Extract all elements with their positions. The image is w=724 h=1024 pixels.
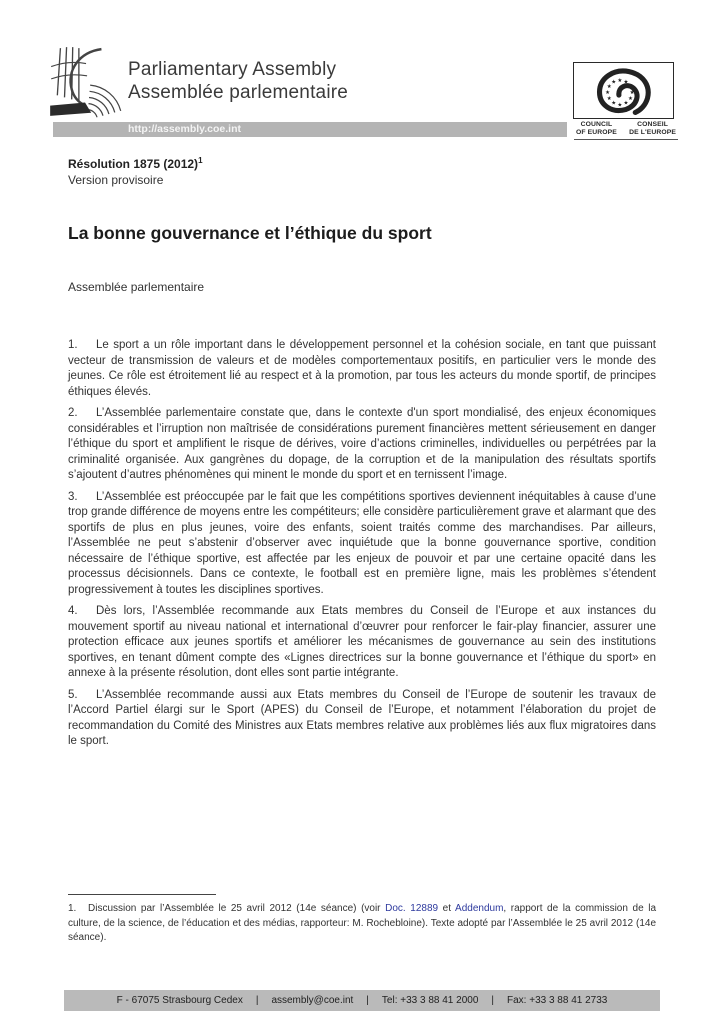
- paragraph-number: 5.: [68, 688, 78, 701]
- paragraph-text: Dès lors, l’Assemblée recommande aux Etats membres du Conseil de l’Europe et aux instances du mouvement sportif au niveau national et international d’œuvrer pour renforcer le fair-play financier, assurer une protection efficace aux jeunes sportifs et améliorer les mécanismes de gouvernance au sein des institutions sportives, en tenant dûment compte des «Lignes directrices sur la bonne gouvernance et l’éthique du sport» en annexe à la présente résolution, dont elles sont partie intégrante.: [68, 605, 656, 679]
- paragraph-1: [68, 338, 656, 400]
- footer-separator: |: [366, 995, 369, 1006]
- resolution-number: Résolution 1875 $(2012)^1$: [68, 156, 203, 171]
- svg-text:★: ★: [606, 96, 612, 103]
- footnote-reference: 1: [198, 156, 203, 165]
- svg-text:★: ★: [623, 100, 629, 107]
- assembly-url-link[interactable]: http://assembly.coe.int: [128, 123, 241, 135]
- assembly-url-bar: [53, 122, 567, 137]
- footnote-text: [68, 902, 656, 946]
- footnote-segment: , rapport de la commission de la culture, de la science, de l’éducation et des médias, rapporteur: M. Rochebloine). Texte adopté par l’Assemblée le 25 avril 2012 (14e séance).: [68, 903, 657, 944]
- svg-text:★: ★: [617, 77, 623, 84]
- footnote-number: 1.: [68, 903, 77, 914]
- footer-fax: Fax: +33 3 88 41 2733: [507, 995, 608, 1006]
- paragraph-4: [68, 604, 656, 682]
- document-title: La bonne gouvernance et l’éthique du sport: [68, 223, 432, 243]
- council-of-europe-label-en: COUNCIL OF EUROPE: [576, 121, 617, 136]
- footnote-segment: Discussion par l’Assemblée le 25 avril 2012 (14e séance) (voir: [88, 903, 386, 914]
- paragraph-number: 2.: [68, 407, 78, 419]
- paragraph-text: L’Assemblée parlementaire constate que, dans le contexte d'un sport mondialisé, des enjeux économiques considérables et l’irruption non maîtrisée de considérations purement financières mettent sérieusement en danger l’éthique du sport et amplifient le risque de dérives, voire d’actions criminelles, individuelles ou perpétrées par la criminalité organisée. Aux gangrènes du dopage, de la corruption et de la manipulation des résultats sportifs s’ajoutent d’autres phénomènes qui minent le monde du sport et en ternissent l’image.: [68, 407, 656, 481]
- council-of-europe-labels: [576, 121, 676, 137]
- org-name-french: Assemblée parlementaire: [128, 82, 349, 103]
- paragraph-number: 4.: [68, 605, 78, 617]
- footnote-segment: et: [438, 903, 456, 914]
- coe-label-underline: [574, 139, 678, 140]
- version-label: Version provisoire: [68, 173, 164, 187]
- council-of-europe-logo-icon: [573, 62, 674, 119]
- council-of-europe-label-fr: CONSEIL DE L'EUROPE: [629, 121, 676, 136]
- document-subtitle: Assemblée parlementaire: [68, 280, 205, 294]
- footer-separator: |: [255, 995, 259, 1006]
- paragraph-list: [68, 338, 656, 750]
- document-content: [68, 156, 656, 756]
- svg-text:★: ★: [628, 96, 634, 103]
- footer-email: assembly@coe.int: [271, 995, 354, 1006]
- svg-text:★: ★: [617, 102, 623, 109]
- assembly-hemicycle-logo-icon: [44, 44, 124, 122]
- svg-text:★: ★: [623, 79, 629, 86]
- paragraph-number: 3.: [68, 490, 78, 503]
- svg-text:★: ★: [605, 90, 611, 97]
- doc-12889-link[interactable]: Doc. 12889: [385, 903, 439, 914]
- svg-text:★: ★: [606, 83, 612, 90]
- org-name-english: Parliamentary Assembly: [128, 59, 337, 80]
- paragraph-number: 1.: [68, 339, 78, 351]
- footer-address: F - 67075 Strasbourg Cedex: [116, 995, 243, 1006]
- paragraph-text: L’Assemblée recommande aussi aux Etats membres du Conseil de l’Europe de soutenir les travaux de l’Accord Partiel élargi sur le Sport (APES) du Conseil de l’Europe, et notamment l’élaboration du projet de recommandation du Comité des Ministres aux Etats membres relative aux problèmes liés aux flux migratoires dans le sport.: [68, 688, 656, 747]
- footer-telephone: Tel: +33 3 88 41 2000: [381, 995, 479, 1006]
- paragraph-2: [68, 406, 656, 484]
- paragraph-text: Le sport a un rôle important dans le développement personnel et la cohésion sociale, en tant que puissant vecteur de transmission de valeurs et de modèles comportementaux positifs, en particulier vers le monde des jeunes. Ce rôle est étroitement lié au respect et à la promotion, par tous les acteurs du monde sportif, de principes éthiques élevés.: [68, 339, 656, 398]
- footnote-block: [68, 894, 656, 946]
- footnote-separator: [68, 894, 216, 895]
- svg-text:★: ★: [611, 100, 617, 107]
- paragraph-3: [68, 490, 656, 599]
- svg-text:★: ★: [629, 90, 635, 97]
- svg-text:★: ★: [628, 83, 634, 90]
- paragraph-text: L’Assemblée est préoccupée par le fait que les compétitions sportives deviennent inéquitables à cause d’une trop grande différence de moyens entre les compétiteurs; elle considère particulièrement grave et alarmant que des sportifs de plus en plus jeunes, voire des enfants, soient traités comme des marchandises. Par ailleurs, l’Assemblée ne peut s’abstenir d’observer avec inquiétude que la bonne gouvernance sportive, condition nécessaire de l’éthique sportive, est affectée par les enjeux de pouvoir et par une certaine opacité dans les processus décisionnels. Dans ce contexte, le football est en première ligne, mais les problèmes s’étendent progressivement à toutes les disciplines sportives.: [68, 490, 656, 596]
- footer-bar: [64, 990, 660, 1011]
- addendum-link[interactable]: Addendum: [455, 903, 504, 914]
- svg-text:★: ★: [611, 79, 617, 86]
- organisation-names: [128, 58, 348, 104]
- footer-separator: |: [491, 995, 494, 1006]
- paragraph-5: [68, 688, 656, 750]
